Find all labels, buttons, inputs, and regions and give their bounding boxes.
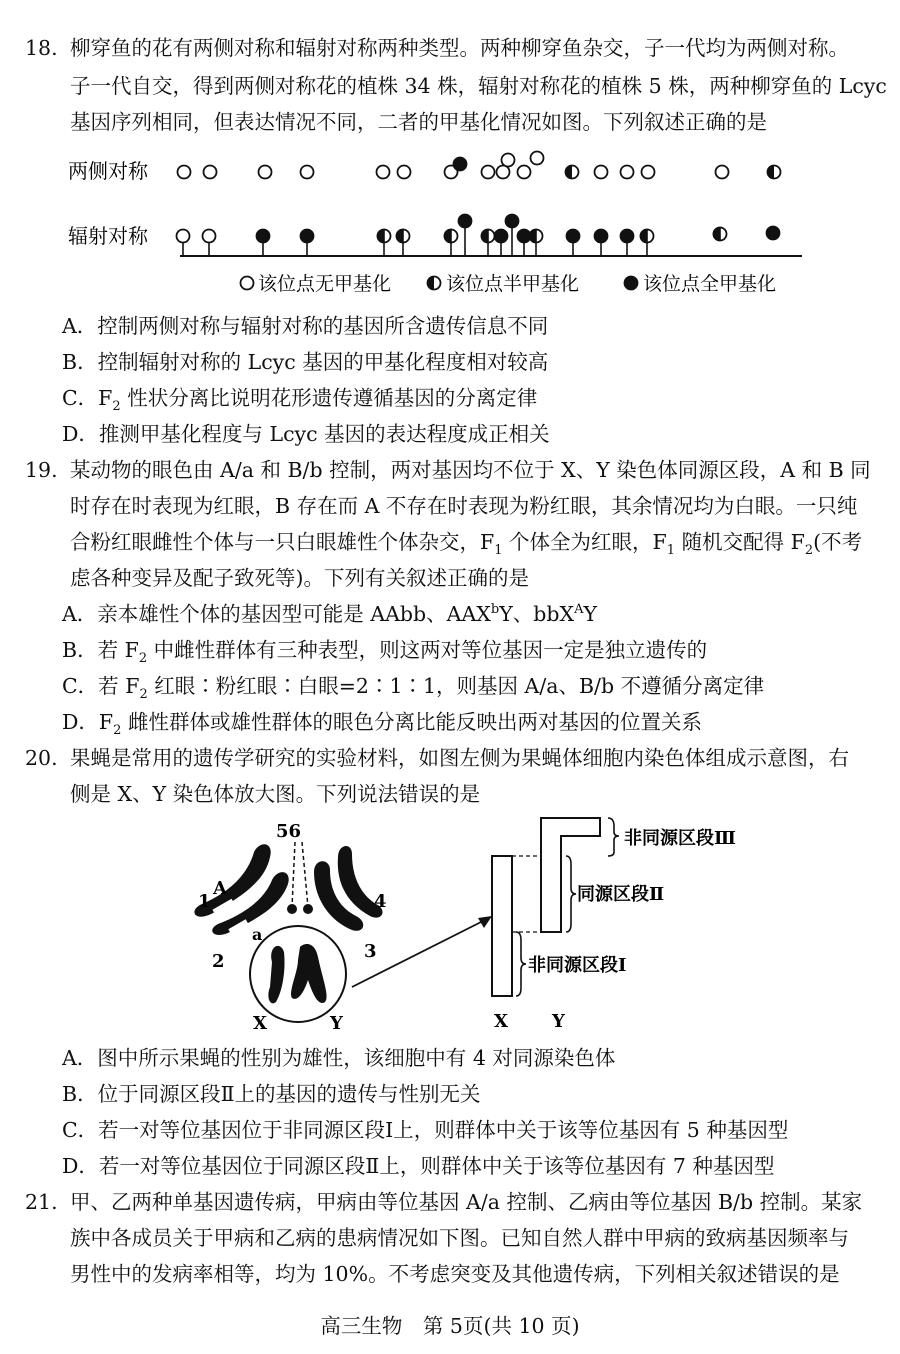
seg1-label: 非同源区段Ⅰ [528, 955, 627, 976]
q19-line-4: 虑各种变异及配子致死等)。下列有关叙述正确的是 [70, 566, 529, 590]
row2-label: 辐射对称 [68, 224, 148, 248]
chromosome-6 [303, 904, 313, 914]
q18-option-d[interactable]: D．推测甲基化程度与 Lcyc 基因的表达程度成正相关 [62, 422, 550, 446]
legend-half-icon [428, 277, 441, 290]
q20-number: 20. [25, 746, 58, 770]
label-A: A [213, 878, 227, 899]
label-4: 4 [374, 891, 387, 912]
row1-sites [178, 152, 781, 179]
legend-half: 该位点半甲基化 [446, 273, 580, 295]
seg3-label: 非同源区段Ⅲ [624, 828, 736, 849]
q20-line-2: 侧是 X、Y 染色体放大图。下列说法错误的是 [70, 782, 481, 806]
label-X-right: X [494, 1011, 508, 1032]
q19-option-b[interactable]: B．若 $F_2$ 中雌性群体有三种表型，则这两对等位基因一定是独立遗传的 [62, 638, 708, 667]
methylation-figure [60, 145, 840, 305]
label-1: 1 [198, 891, 211, 912]
label-2: 2 [212, 951, 225, 972]
q19-number: 19. [25, 458, 58, 482]
q18-line-1: 柳穿鱼的花有两侧对称和辐射对称两种类型。两种柳穿鱼杂交，子一代均为两侧对称。 [70, 36, 849, 60]
q18-option-b[interactable]: B．控制辐射对称的 Lcyc 基因的甲基化程度相对较高 [62, 350, 549, 374]
label-a: a [252, 925, 263, 944]
q19-option-a[interactable]: A．亲本雄性个体的基因型可能是 AAbb、AAX$^b$Y、bbX$^A$Y [62, 602, 598, 626]
legend-none: 该位点无甲基化 [258, 273, 392, 295]
row2-sites [177, 215, 780, 257]
chromosome-figure [180, 812, 820, 1044]
q21-line-1: 甲、乙两种单基因遗传病，甲病由等位基因 A/a 控制、乙病由等位基因 B/b 控制。某家 [70, 1190, 863, 1214]
q20-option-c[interactable]: C．若一对等位基因位于非同源区段Ⅰ上，则群体中关于该等位基因有 5 种基因型 [62, 1118, 789, 1142]
q20-option-b[interactable]: B．位于同源区段Ⅱ上的基因的遗传与性别无关 [62, 1082, 481, 1106]
legend-full: 该位点全甲基化 [643, 273, 777, 295]
q21-line-3: 男性中的发病率相等，均为 10%。不考虑突变及其他遗传病，下列相关叙述错误的是 [70, 1262, 840, 1286]
q19-option-c[interactable]: C．若 $F_2$ 红眼∶粉红眼∶白眼=2∶1∶1，则基因 A/a、B/b 不遵循分离定律 [62, 674, 765, 703]
legend [241, 273, 777, 295]
row1-label: 两侧对称 [68, 159, 148, 183]
q19-option-d[interactable]: D．$F_2$ 雌性群体或雄性群体的眼色分离比能反映出两对基因的位置关系 [62, 710, 702, 739]
q20-option-a[interactable]: A．图中所示果蝇的性别为雄性，该细胞中有 4 对同源染色体 [62, 1046, 616, 1070]
q18-option-a[interactable]: A．控制两侧对称与辐射对称的基因所含遗传信息不同 [62, 314, 549, 338]
label-3: 3 [364, 941, 377, 962]
seg2-label: 同源区段Ⅱ [577, 884, 665, 905]
label-Y-left: Y [330, 1013, 343, 1034]
q18-line-2: 子一代自交，得到两侧对称花的植株 34 株，辐射对称花的植株 5 株，两种柳穿鱼的 Lcyc [70, 74, 887, 98]
page-footer: 高三生物 第 5页(共 10 页) [320, 1314, 580, 1338]
label-56: 56 [276, 821, 302, 842]
q19-line-2: 时存在时表现为红眼，B 存在而 A 不存在时表现为粉红眼，其余情况均为白眼。一只纯 [70, 494, 858, 518]
q18-line-3: 基因序列相同，但表达情况不同，二者的甲基化情况如图。下列叙述正确的是 [70, 110, 767, 134]
q21-number: 21. [25, 1190, 58, 1214]
legend-none-icon [241, 277, 254, 290]
q20-option-d[interactable]: D．若一对等位基因位于同源区段Ⅱ上，则群体中关于该等位基因有 7 种基因型 [62, 1154, 775, 1178]
q21-line-2: 族中各成员关于甲病和乙病的患病情况如下图。已知自然人群中甲病的致病基因频率与 [70, 1226, 849, 1250]
q19-line-3: 合粉红眼雌性个体与一只白眼雄性个体杂交，$F_1$ 个体全为红眼，$F_1$ 随机交配得 $F_2$(不考 [70, 530, 863, 559]
q18-option-c[interactable]: C．$F_2$ 性状分离比说明花形遗传遵循基因的分离定律 [62, 386, 538, 415]
legend-full-icon [625, 277, 638, 290]
q20-line-1: 果蝇是常用的遗传学研究的实验材料，如图左侧为果蝇体细胞内染色体组成示意图，右 [70, 746, 849, 770]
q19-line-1: 某动物的眼色由 A/a 和 B/b 控制，两对基因均不位于 X、Y 染色体同源区段，A 和 B 同 [70, 458, 871, 482]
label-Y-right: Y [552, 1011, 565, 1032]
label-X-left: X [253, 1013, 267, 1034]
q18-number: 18. [25, 36, 58, 60]
chromosome-5 [287, 904, 297, 914]
